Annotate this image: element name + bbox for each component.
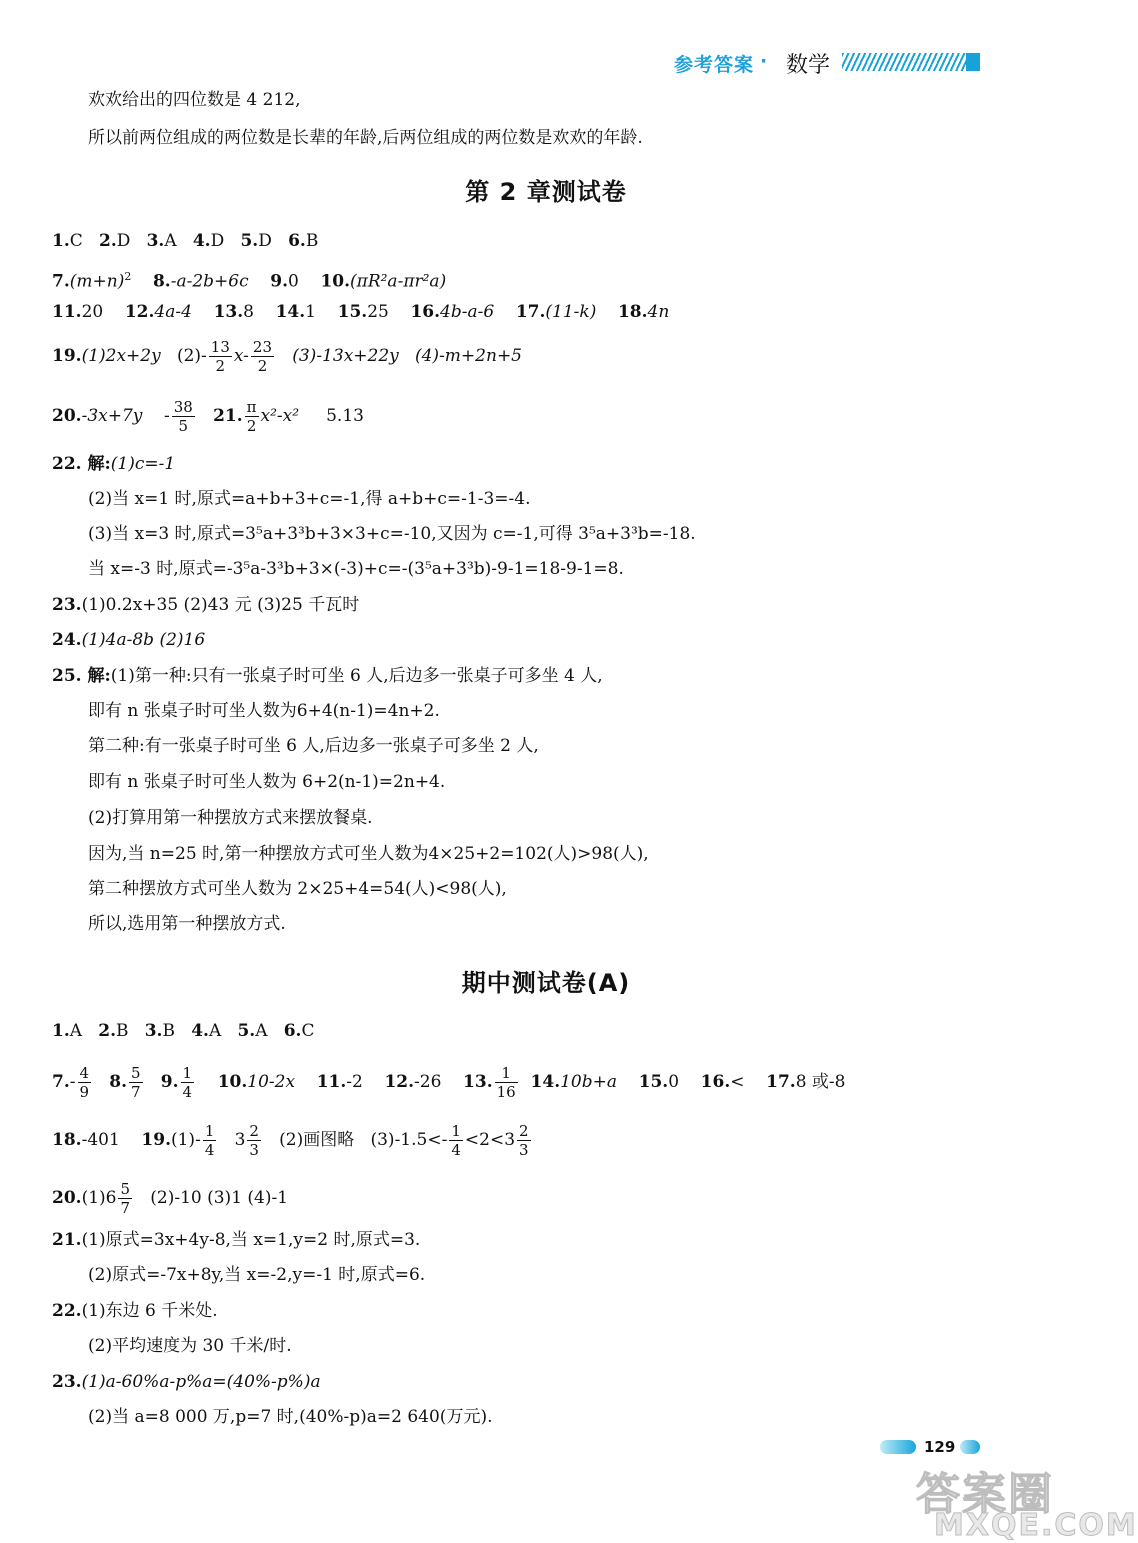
answers-7-10: $7.(m+n)^2$ 8.-a-2b+6c 9.0 10.(πR²a-πr²a) [52,270,447,292]
answer-24: 24.(1)4a-8b (2)16 [52,630,206,650]
page-number: 129 [924,1438,956,1456]
answers-20-21: 20.-3x+7y - $\frac{38}{5}$ 21. $\frac{\pi}{2}$ x²-x² 5.13 [52,398,364,435]
text-line: 即有 n 张桌子时可坐人数为 6+2(n-1)=2n+4. [88,772,446,792]
page-pill-left [880,1440,916,1454]
mid-answers-18-19: 18.-401 19.(1)- $\frac{1}{4}$ 3 $\frac{2}{3}$ (2)画图略 (3)-1.5<- $\frac{1}{4}$ <2<3 $\frac{2}{3}$ [52,1122,529,1159]
text-line: (2)平均速度为 30 千米/时. [88,1336,292,1356]
answers-11-18: 11.20 12.4a-4 13.8 14.1 15.25 16.4b-a-6 17.(11-k) 18.4n [52,302,670,322]
watermark-logo: 答案圈 [916,1469,1054,1520]
answer-25-header: 25. 解:(1)第一种:只有一张桌子时可坐 6 人,后边多一张桌子可多坐 4 人, [52,666,603,686]
mid-answer-22: 22.(1)东边 6 千米处. [52,1301,218,1321]
answer-23: 23.(1)0.2x+35 (2)43 元 (3)25 千瓦时 [52,595,360,615]
text-line: (2)原式=-7x+8y,当 x=-2,y=-1 时,原式=6. [88,1265,426,1285]
text-line: (3)当 x=3 时,原式=3⁵a+3³b+3×3+c=-10,又因为 c=-1,可得 3⁵a+3³b=-18. [88,524,696,544]
text-line: 第二种摆放方式可坐人数为 2×25+4=54(人)<98(人), [88,879,507,899]
text-line: 当 x=-3 时,原式=-3⁵a-3³b+3×(-3)+c=-(3⁵a+3³b)-9-1=18-9-1=8. [88,559,624,579]
header-tag: 参考答案 [674,54,755,76]
header-hatch-bar [842,53,966,71]
section-title-midterm-a: 期中测试卷(A) [461,969,631,997]
section-title-chapter2: 第 2 章测试卷 [465,178,627,206]
watermark-url: MXQE.COM [934,1508,1138,1543]
mid-answer-23: 23.(1)a-60%a-p%a=(40%-p%)a [52,1372,321,1392]
mid-answers-7-17: 7.- $\frac{4}{9}$ 8. $\frac{5}{7}$ 9. $\frac{1}{4}$ 10.10-2x 11.-2 12.-26 13. $\frac{1}{16}$ 14.10b+a 15.0 16.< 17.8 或-8 [52,1064,846,1101]
mid-answer-21: 21.(1)原式=3x+4y-8,当 x=1,y=2 时,原式=3. [52,1230,421,1250]
header-dot: · [760,50,769,72]
text-line: 所以前两位组成的两位数是长辈的年龄,后两位组成的两位数是欢欢的年龄. [88,128,643,148]
text-line: 欢欢给出的四位数是 4 212, [88,90,301,110]
mid-answer-20: 20.(1)6 $\frac{5}{7}$ (2)-10 (3)1 (4)-1 [52,1180,289,1217]
answers-1-6: 1.C 2.D 3.A 4.D 5.D 6.B [52,231,319,251]
text-line: 第二种:有一张桌子时可坐 6 人,后边多一张桌子可多坐 2 人, [88,736,539,756]
page-pill-right [960,1440,980,1454]
text-line: 即有 n 张桌子时可坐人数为6+4(n-1)=4n+2. [88,701,440,721]
text-line: 所以,选用第一种摆放方式. [88,914,286,934]
answer-22-header: 22. 解:(1)c=-1 [52,454,176,474]
header-block [966,53,980,71]
page-footer [880,1430,1138,1543]
answer-19: 19.(1)2x+2y (2)- $\frac{13}{2}$ x- $\frac{23}{2}$ (3)-13x+22y (4)-m+2n+5 [52,338,522,375]
text-line: (2)打算用第一种摆放方式来摆放餐桌. [88,808,373,828]
text-line: 因为,当 n=25 时,第一种摆放方式可坐人数为4×25+2=102(人)>98(人), [88,844,649,864]
header-subject: 数学 [786,53,831,78]
text-line: (2)当 a=8 000 万,p=7 时,(40%-p)a=2 640(万元). [88,1407,493,1427]
mid-answers-1-6: 1.A 2.B 3.B 4.A 5.A 6.C [52,1021,315,1041]
text-line: (2)当 x=1 时,原式=a+b+3+c=-1,得 a+b+c=-1-3=-4. [88,489,531,509]
page-header [674,48,984,78]
